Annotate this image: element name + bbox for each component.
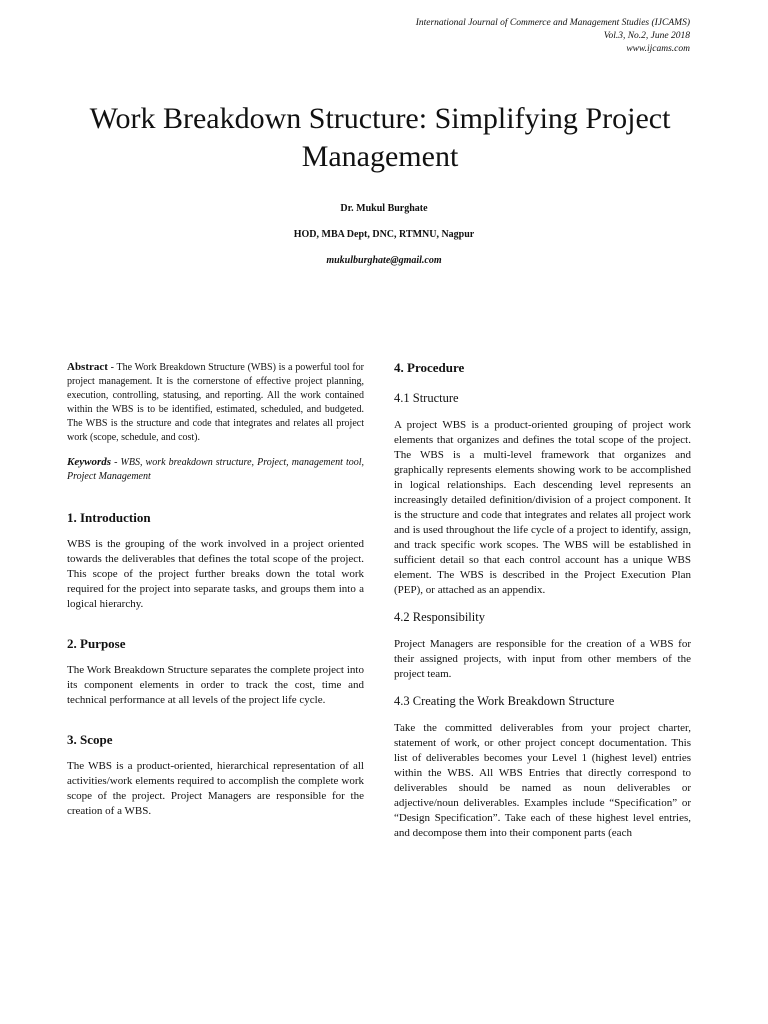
section-heading-scope: 3. Scope — [67, 732, 113, 747]
journal-name: International Journal of Commerce and Management Studies (IJCAMS) — [415, 18, 690, 28]
right-column — [394, 360, 691, 852]
paper-title: Work Breakdown Structure: Simplifying Project Management — [89, 102, 671, 173]
subsection-text-creating-wbs: Take the committed deliverables from your project charter, statement of work, or other project concept documentation. This list of deliverables becomes your Level 1 (highest level) entries within the WBS. All WBS Entries that directly correspond to deliverables should be named as noun deliverables or adjective/noun deliverables. Examples include “Specification” or “Design Specification”. Take each of these highest level entries, and decompose them into their component parts (each — [394, 722, 691, 839]
journal-header — [416, 17, 690, 56]
subsection-heading-responsibility: 4.2 Responsibility — [394, 610, 485, 624]
author-email: mukulburghate@gmail.com — [326, 255, 442, 266]
journal-volume: Vol.3, No.2, June 2018 — [603, 31, 690, 41]
left-column — [67, 360, 364, 843]
section-heading-procedure: 4. Procedure — [394, 360, 465, 375]
author-affiliation: HOD, MBA Dept, DNC, RTMNU, Nagpur — [293, 229, 475, 240]
abstract-text: - The Work Breakdown Structure (WBS) is a powerful tool for project management. It is the cornerstone of effective project planning, execution, controlling, statusing, and reporting. All the work contained within the WBS is to be identified, estimated, scheduled, and budgeted. The WBS is the structure and code that integrates and relates all project work (scope, schedule, and cost). — [67, 362, 364, 443]
section-text-introduction: WBS is the grouping of the work involved in a project oriented towards the deliverables that defines the total scope of the project. This scope of the project further breaks down the total work required for the project into separate tasks, and groups them into a logical hierarchy. — [67, 538, 364, 610]
section-heading-introduction: 1. Introduction — [67, 510, 151, 525]
abstract-label: Abstract — [67, 361, 108, 373]
subsection-heading-creating-wbs: 4.3 Creating the Work Breakdown Structure — [394, 694, 615, 708]
author-name: Dr. Mukul Burghate — [340, 203, 428, 214]
journal-website: www.ijcams.com — [626, 44, 690, 54]
abstract — [67, 360, 364, 445]
section-text-scope: The WBS is a product-oriented, hierarchical representation of all activities/work elements required to accomplish the complete work scope of the project. Project Managers are responsible for the creation of a WBS. — [67, 760, 364, 817]
subsection-heading-structure: 4.1 Structure — [394, 391, 459, 405]
section-heading-purpose: 2. Purpose — [67, 636, 126, 651]
keywords — [67, 455, 364, 484]
keywords-label: Keywords — [67, 456, 111, 468]
subsection-text-structure: A project WBS is a product-oriented grouping of project work elements that organizes and defines the total scope of the project. The WBS is a multi-level framework that organizes and graphically represents elements showing work to be accomplished in logical relationships. Each descending level represents an increasingly detailed definition/division of a project component. It is the structure and code that integrates and relates all project work and is used throughout the life cycle of a project to identify, assign, and track specific work scopes. The WBS will be established in sufficient detail so that each control account has a unique WBS element. The WBS is described in the Project Execution Plan (PEP), or attached as an appendix. — [394, 419, 691, 596]
keywords-text: - WBS, work breakdown structure, Project, management tool, Project Management — [67, 457, 364, 482]
section-text-purpose: The Work Breakdown Structure separates the complete project into its component elements in order to track the cost, time and technical performance at all levels of the project life cycle. — [67, 664, 364, 706]
subsection-text-responsibility: Project Managers are responsible for the creation of a WBS for their assigned projects, with input from other members of the project team. — [394, 638, 691, 680]
